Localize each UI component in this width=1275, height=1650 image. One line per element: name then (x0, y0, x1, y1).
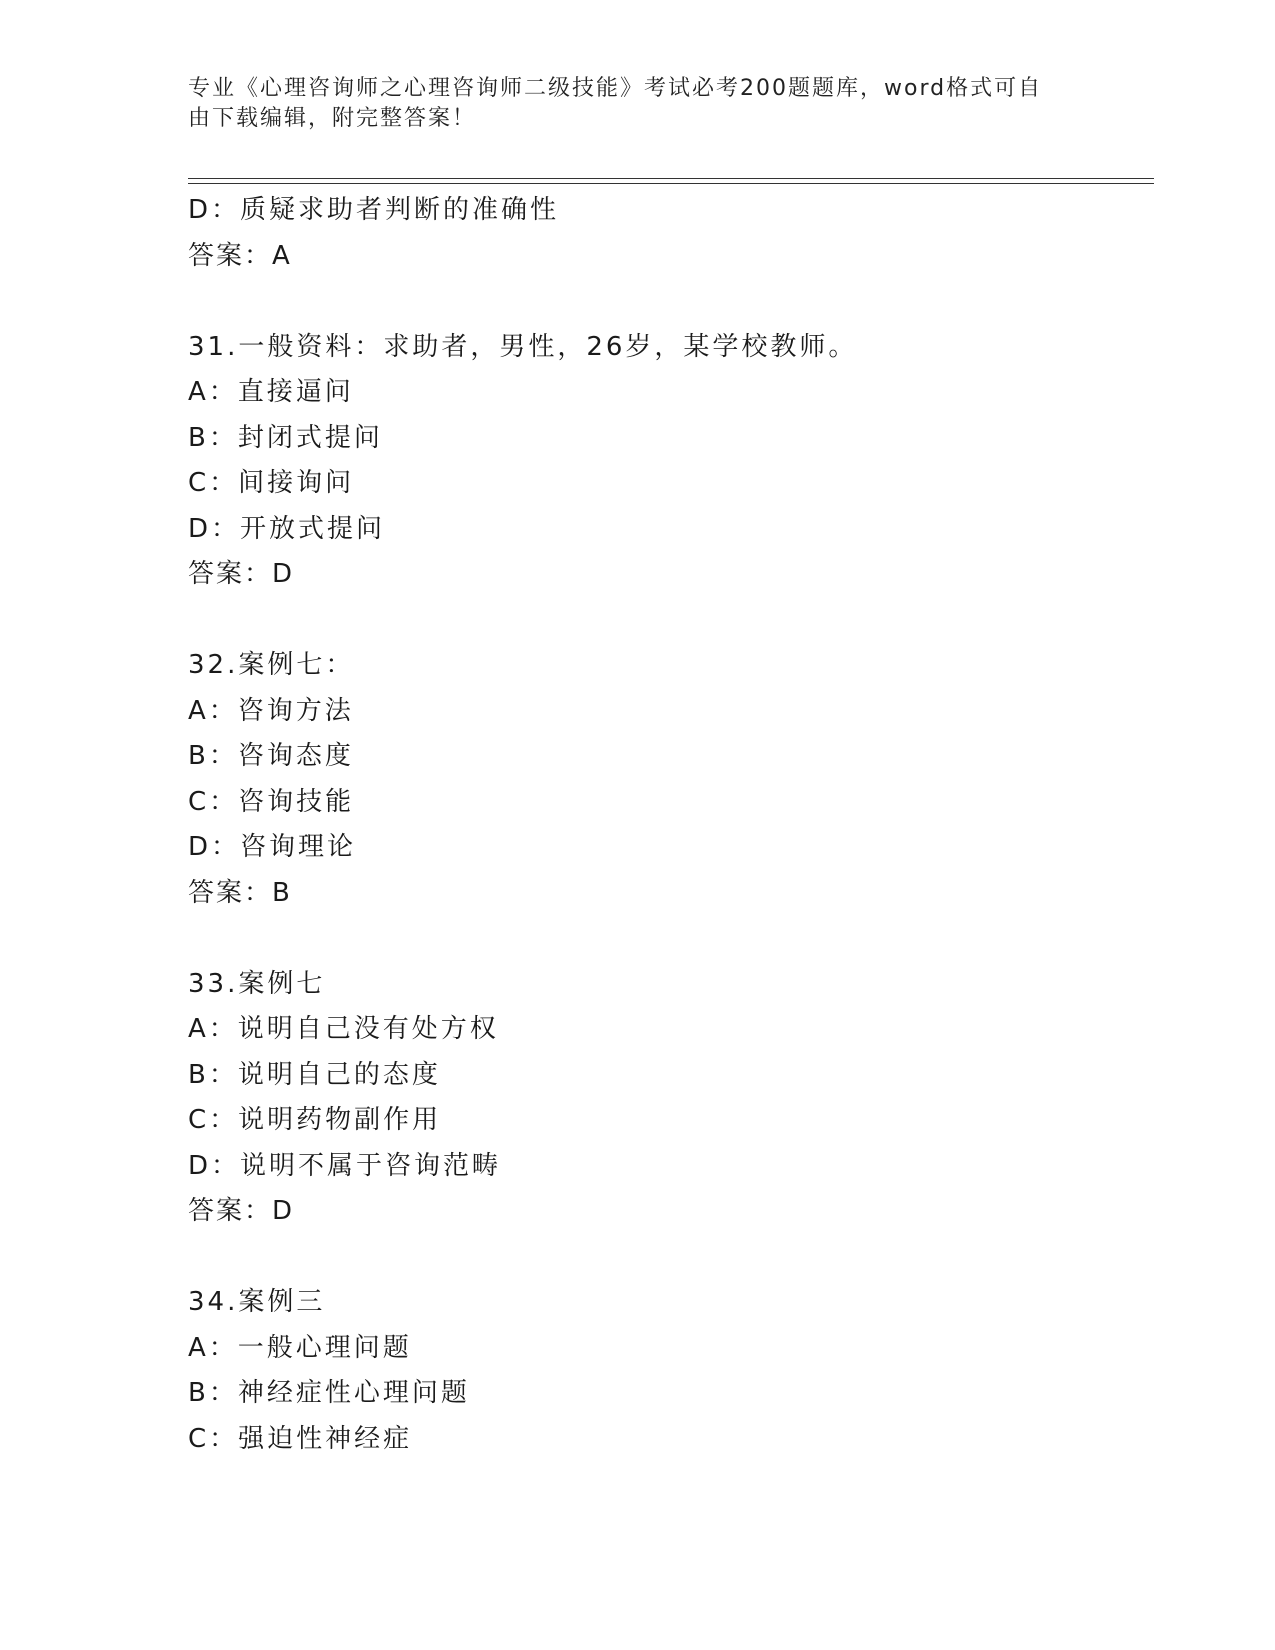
question-stem: 31.一般资料：求助者，男性，26岁，某学校教师。 (188, 331, 858, 362)
question-list (188, 188, 1154, 1462)
question-stem: 34.案例三 (188, 1287, 326, 1317)
question-block-31 (188, 325, 1154, 598)
header-line-2: 由下载编辑，附完整答案！ (188, 106, 477, 131)
spacer (188, 916, 1154, 962)
header-divider-top (188, 178, 1154, 179)
answer-line: 答案：D (188, 559, 295, 589)
option-a: A：咨询方法 (188, 695, 354, 726)
option-c: C：说明药物副作用 (188, 1105, 442, 1135)
option-d: D：咨询理论 (188, 832, 357, 862)
option-b: B：说明自己的态度 (188, 1059, 441, 1090)
option-c: C：强迫性神经症 (188, 1423, 413, 1454)
option-a: A：直接逼问 (188, 377, 354, 407)
option-d: D：开放式提问 (188, 513, 386, 544)
option-a: A：说明自己没有处方权 (188, 1014, 499, 1044)
header-line-1: 专业《心理咨询师之心理咨询师二级技能》考试必考200题题库，word格式可自 (188, 76, 1043, 101)
spacer (188, 598, 1154, 644)
spacer (188, 279, 1154, 325)
question-stem: 33.案例七 (188, 968, 326, 999)
option-d: D：说明不属于咨询范畴 (188, 1150, 502, 1181)
question-block-32 (188, 643, 1154, 916)
question-block-30 (188, 188, 1154, 279)
answer-line: 答案：B (188, 877, 292, 908)
option-c: C：间接询问 (188, 468, 355, 498)
option-a: A：一般心理问题 (188, 1332, 412, 1363)
question-block-33 (188, 962, 1154, 1235)
option-b: B：神经症性心理问题 (188, 1378, 470, 1408)
header-divider-bottom (188, 183, 1154, 184)
document-header (188, 74, 1068, 134)
spacer (188, 1235, 1154, 1281)
answer-line: 答案：A (188, 240, 292, 271)
option-b: B：咨询态度 (188, 741, 354, 771)
question-stem: 32.案例七： (188, 650, 355, 680)
question-block-34 (188, 1280, 1154, 1462)
option-d: D：质疑求助者判断的准确性 (188, 195, 560, 225)
answer-line: 答案：D (188, 1196, 295, 1226)
option-c: C：咨询技能 (188, 786, 355, 817)
option-b: B：封闭式提问 (188, 422, 383, 453)
